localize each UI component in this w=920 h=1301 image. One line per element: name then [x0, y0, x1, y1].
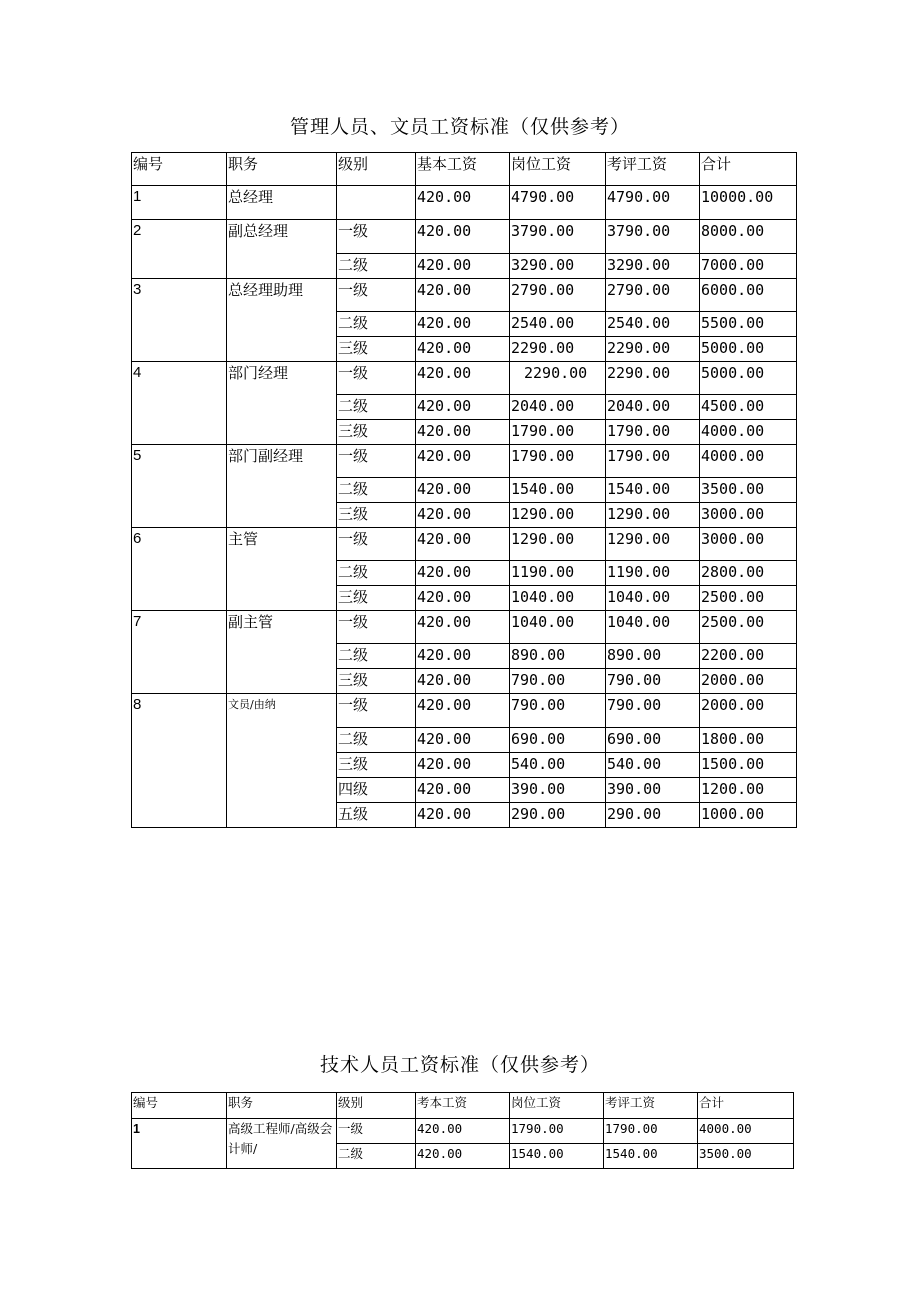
- technical-table-title: 技术人员工资标准（仅供参考）: [319, 1054, 600, 1076]
- eval-salary-cell: 2290.00: [606, 362, 700, 395]
- level-cell: 一级: [337, 362, 416, 395]
- base-salary-cell: 420.00: [416, 186, 510, 220]
- level-cell: 三级: [337, 669, 416, 694]
- total-cell: 4000.00: [700, 420, 797, 445]
- column-header: 岗位工资: [510, 1093, 604, 1119]
- level-cell: 三级: [337, 586, 416, 611]
- total-cell: 2500.00: [700, 611, 797, 644]
- eval-salary-cell: 390.00: [606, 778, 700, 803]
- table-row: [132, 186, 797, 220]
- post-salary-cell: 890.00: [510, 644, 606, 669]
- eval-salary-cell: 1290.00: [606, 528, 700, 561]
- total-cell: 3000.00: [700, 503, 797, 528]
- total-cell: 3000.00: [700, 528, 797, 561]
- eval-salary-cell: 1290.00: [606, 503, 700, 528]
- total-cell: 2000.00: [700, 669, 797, 694]
- eval-salary-cell: 2040.00: [606, 395, 700, 420]
- base-salary-cell: 420.00: [416, 254, 510, 279]
- total-cell: 4000.00: [698, 1119, 794, 1144]
- post-salary-cell: 3790.00: [510, 220, 606, 254]
- level-cell: 五级: [337, 803, 416, 828]
- base-salary-cell: 420.00: [416, 279, 510, 312]
- level-cell: 二级: [337, 561, 416, 586]
- table-row: [132, 445, 797, 478]
- base-salary-cell: 420.00: [416, 803, 510, 828]
- post-salary-cell: 2290.00: [510, 362, 606, 395]
- base-salary-cell: 420.00: [416, 337, 510, 362]
- total-cell: 6000.00: [700, 279, 797, 312]
- base-salary-cell: 420.00: [416, 644, 510, 669]
- base-salary-cell: 420.00: [416, 420, 510, 445]
- base-salary-cell: 420.00: [416, 611, 510, 644]
- post-salary-cell: 1540.00: [510, 1144, 604, 1169]
- post-salary-cell: 1540.00: [510, 478, 606, 503]
- table-row: [132, 528, 797, 561]
- eval-salary-cell: 2790.00: [606, 279, 700, 312]
- row-id-cell: 3: [132, 279, 227, 362]
- level-cell: 三级: [337, 753, 416, 778]
- post-salary-cell: 1290.00: [510, 503, 606, 528]
- level-cell: 二级: [337, 478, 416, 503]
- column-header: 职务: [227, 1093, 337, 1119]
- post-salary-cell: 4790.00: [510, 186, 606, 220]
- level-cell: 三级: [337, 420, 416, 445]
- total-cell: 8000.00: [700, 220, 797, 254]
- total-cell: 1000.00: [700, 803, 797, 828]
- row-id-cell: 7: [132, 611, 227, 694]
- post-salary-cell: 1040.00: [510, 586, 606, 611]
- level-cell: 一级: [337, 445, 416, 478]
- row-id-cell: 1: [132, 186, 227, 220]
- table-row: [132, 279, 797, 312]
- level-cell: 三级: [337, 503, 416, 528]
- table-row: [132, 611, 797, 644]
- eval-salary-cell: 4790.00: [606, 186, 700, 220]
- position-title-cell: 副主管: [227, 611, 337, 694]
- eval-salary-cell: 790.00: [606, 669, 700, 694]
- eval-salary-cell: 3290.00: [606, 254, 700, 279]
- total-cell: 5000.00: [700, 362, 797, 395]
- total-cell: 4000.00: [700, 445, 797, 478]
- level-cell: 一级: [337, 528, 416, 561]
- header-row: [132, 1093, 794, 1119]
- base-salary-cell: 420.00: [416, 503, 510, 528]
- eval-salary-cell: 1790.00: [604, 1119, 698, 1144]
- post-salary-cell: 1190.00: [510, 561, 606, 586]
- post-salary-cell: 2040.00: [510, 395, 606, 420]
- position-title-cell: 副总经理: [227, 220, 337, 279]
- base-salary-cell: 420.00: [416, 362, 510, 395]
- row-id-cell: 5: [132, 445, 227, 528]
- level-cell: 二级: [337, 312, 416, 337]
- base-salary-cell: 420.00: [416, 1119, 510, 1144]
- level-cell: 二级: [337, 1144, 416, 1169]
- base-salary-cell: 420.00: [416, 395, 510, 420]
- total-cell: 2000.00: [700, 694, 797, 728]
- row-id-cell: 4: [132, 362, 227, 445]
- total-cell: 10000.00: [700, 186, 797, 220]
- post-salary-cell: 1790.00: [510, 445, 606, 478]
- column-header: 考评工资: [606, 153, 700, 186]
- table-row: [132, 220, 797, 254]
- position-title-cell: 总经理: [227, 186, 337, 220]
- post-salary-cell: 2790.00: [510, 279, 606, 312]
- row-id-cell: 2: [132, 220, 227, 279]
- column-header: 合计: [700, 153, 797, 186]
- total-cell: 1800.00: [700, 728, 797, 753]
- column-header: 合计: [698, 1093, 794, 1119]
- position-title-cell: 部门经理: [227, 362, 337, 445]
- post-salary-cell: 3290.00: [510, 254, 606, 279]
- post-salary-cell: 690.00: [510, 728, 606, 753]
- eval-salary-cell: 1540.00: [606, 478, 700, 503]
- level-cell: 一级: [337, 279, 416, 312]
- column-header: 编号: [132, 1093, 227, 1119]
- eval-salary-cell: 1040.00: [606, 611, 700, 644]
- eval-salary-cell: 1790.00: [606, 445, 700, 478]
- total-cell: 3500.00: [698, 1144, 794, 1169]
- level-cell: 四级: [337, 778, 416, 803]
- eval-salary-cell: 890.00: [606, 644, 700, 669]
- level-cell: 二级: [337, 728, 416, 753]
- base-salary-cell: 420.00: [416, 586, 510, 611]
- base-salary-cell: 420.00: [416, 753, 510, 778]
- level-cell: 三级: [337, 337, 416, 362]
- post-salary-cell: 790.00: [510, 694, 606, 728]
- level-cell: 二级: [337, 254, 416, 279]
- total-cell: 3500.00: [700, 478, 797, 503]
- eval-salary-cell: 790.00: [606, 694, 700, 728]
- position-title-cell: 主管: [227, 528, 337, 611]
- base-salary-cell: 420.00: [416, 445, 510, 478]
- post-salary-cell: 790.00: [510, 669, 606, 694]
- position-title-cell: 部门副经理: [227, 445, 337, 528]
- total-cell: 5500.00: [700, 312, 797, 337]
- column-header: 级别: [337, 153, 416, 186]
- base-salary-cell: 420.00: [416, 778, 510, 803]
- row-id-cell: 1: [132, 1119, 227, 1169]
- position-title-cell: 文员/由纳: [227, 694, 337, 828]
- level-cell: 一级: [337, 694, 416, 728]
- column-header: 编号: [132, 153, 227, 186]
- base-salary-cell: 420.00: [416, 220, 510, 254]
- post-salary-cell: 2290.00: [510, 337, 606, 362]
- total-cell: 1500.00: [700, 753, 797, 778]
- level-cell: 二级: [337, 644, 416, 669]
- base-salary-cell: 420.00: [416, 561, 510, 586]
- column-header: 级别: [337, 1093, 416, 1119]
- post-salary-cell: 540.00: [510, 753, 606, 778]
- column-header: 基本工资: [416, 153, 510, 186]
- level-cell: [337, 186, 416, 220]
- post-salary-cell: 1290.00: [510, 528, 606, 561]
- base-salary-cell: 420.00: [416, 478, 510, 503]
- level-cell: 一级: [337, 611, 416, 644]
- management-table-title: 管理人员、文员工资标准（仅供参考）: [289, 116, 630, 138]
- total-cell: 2500.00: [700, 586, 797, 611]
- post-salary-cell: 1790.00: [510, 1119, 604, 1144]
- column-header: 考本工资: [416, 1093, 510, 1119]
- header-row: [132, 153, 797, 186]
- level-cell: 二级: [337, 395, 416, 420]
- position-title-cell: 总经理助理: [227, 279, 337, 362]
- row-id-cell: 6: [132, 528, 227, 611]
- eval-salary-cell: 1790.00: [606, 420, 700, 445]
- total-cell: 2200.00: [700, 644, 797, 669]
- base-salary-cell: 420.00: [416, 728, 510, 753]
- eval-salary-cell: 1540.00: [604, 1144, 698, 1169]
- total-cell: 4500.00: [700, 395, 797, 420]
- position-title-cell: 高级工程师/高级会计师/: [227, 1119, 337, 1169]
- eval-salary-cell: 2290.00: [606, 337, 700, 362]
- base-salary-cell: 420.00: [416, 312, 510, 337]
- column-header: 岗位工资: [510, 153, 606, 186]
- column-header: 考评工资: [604, 1093, 698, 1119]
- base-salary-cell: 420.00: [416, 669, 510, 694]
- total-cell: 2800.00: [700, 561, 797, 586]
- total-cell: 1200.00: [700, 778, 797, 803]
- post-salary-cell: 1040.00: [510, 611, 606, 644]
- technical-salary-table: [131, 1092, 794, 1169]
- level-cell: 一级: [337, 1119, 416, 1144]
- table-row: [132, 694, 797, 728]
- column-header: 职务: [227, 153, 337, 186]
- post-salary-cell: 1790.00: [510, 420, 606, 445]
- row-id-cell: 8: [132, 694, 227, 828]
- table-row: [132, 1119, 794, 1144]
- base-salary-cell: 420.00: [416, 694, 510, 728]
- eval-salary-cell: 2540.00: [606, 312, 700, 337]
- eval-salary-cell: 290.00: [606, 803, 700, 828]
- eval-salary-cell: 540.00: [606, 753, 700, 778]
- eval-salary-cell: 1040.00: [606, 586, 700, 611]
- eval-salary-cell: 3790.00: [606, 220, 700, 254]
- total-cell: 5000.00: [700, 337, 797, 362]
- table-row: [132, 362, 797, 395]
- eval-salary-cell: 690.00: [606, 728, 700, 753]
- post-salary-cell: 390.00: [510, 778, 606, 803]
- post-salary-cell: 2540.00: [510, 312, 606, 337]
- management-salary-table: [131, 152, 797, 828]
- level-cell: 一级: [337, 220, 416, 254]
- base-salary-cell: 420.00: [416, 1144, 510, 1169]
- eval-salary-cell: 1190.00: [606, 561, 700, 586]
- base-salary-cell: 420.00: [416, 528, 510, 561]
- total-cell: 7000.00: [700, 254, 797, 279]
- post-salary-cell: 290.00: [510, 803, 606, 828]
